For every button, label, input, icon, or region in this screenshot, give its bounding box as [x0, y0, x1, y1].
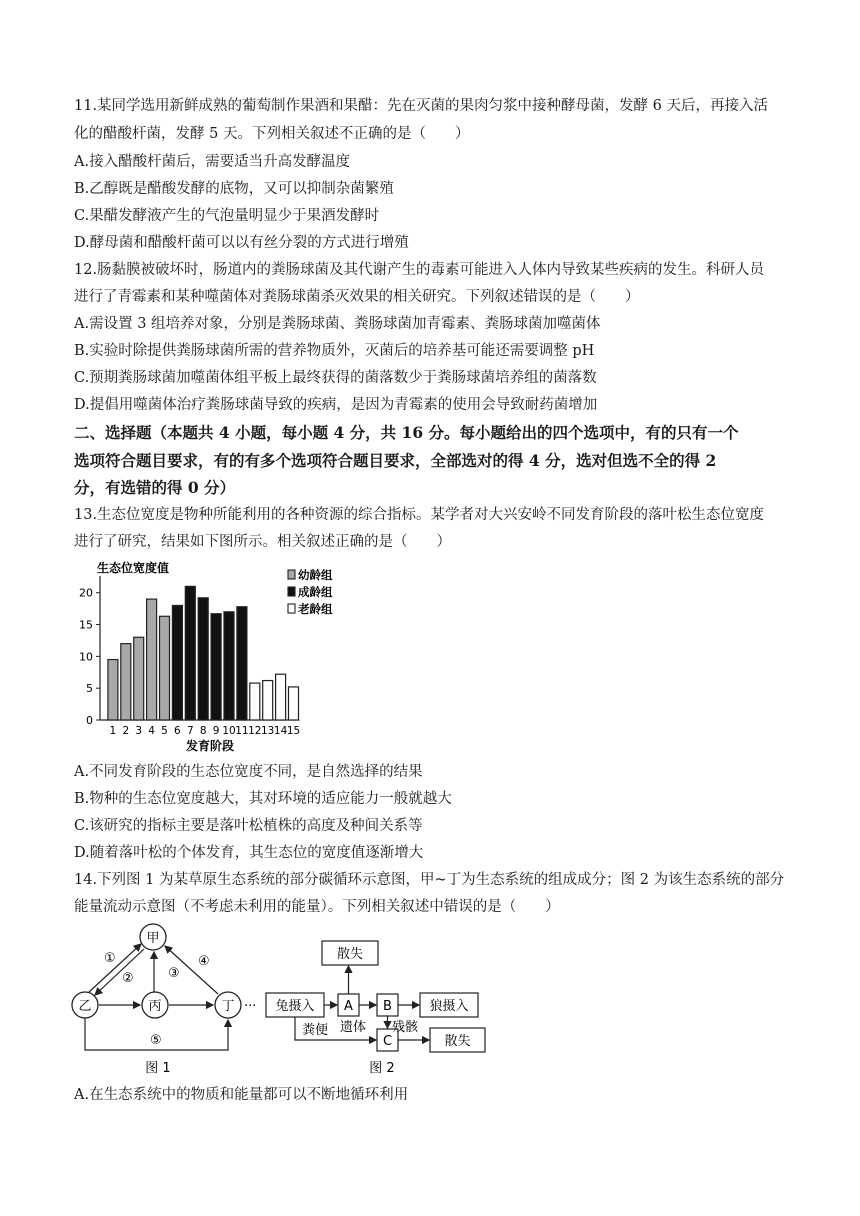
figure1-carbon-cycle: [70, 920, 250, 1080]
section2-header-line1: 二、选择题（本题共 4 小题，每小题 4 分，共 16 分。每小题给出的四个选项中，有的只有一个: [74, 423, 739, 442]
y-tick-label: 10: [79, 650, 93, 664]
x-tick-label: 12: [248, 725, 262, 737]
q11-option-a: A.接入醋酸杆菌后，需要适当升高发酵温度: [74, 154, 351, 170]
figure2-caption: 图 2: [369, 1061, 395, 1076]
label-1: ①: [104, 951, 116, 966]
legend-swatch: [288, 570, 295, 579]
legend-label: 成龄组: [298, 585, 333, 599]
box-b-label: B: [383, 999, 392, 1014]
q11-option-b: B.乙醇既是醋酸发酵的底物，又可以抑制杂菌繁殖: [74, 181, 394, 197]
label-4: ④: [198, 954, 210, 969]
x-tick-label: 4: [148, 725, 155, 737]
y-tick-label: 15: [79, 618, 93, 632]
figure2-energy-flow: [240, 936, 490, 1080]
q14-stem-line2: 能量流动示意图（不考虑未利用的能量）。下列相关叙述中错误的是（ ）: [74, 899, 560, 915]
section2-header-line3: 分，有选错的得 0 分）: [74, 478, 236, 497]
label-3: ③: [168, 966, 180, 981]
node-jia-label: 甲: [146, 931, 160, 946]
section2-header-line2: 选项符合题目要求，有的有多个选项符合题目要求，全部选对的得 4 分，选对但选不全的得 2: [74, 451, 717, 470]
node-yi-label: 乙: [78, 999, 92, 1014]
x-tick-label: 13: [261, 725, 275, 737]
box-a-label: A: [344, 999, 353, 1014]
bar: [160, 616, 170, 720]
box-c-label: C: [382, 1034, 393, 1049]
q13-stem-line2: 进行了研究，结果如下图所示。相关叙述正确的是（ ）: [74, 534, 451, 550]
bar: [250, 683, 260, 720]
y-tick-label: 0: [86, 714, 93, 727]
x-tick-label: 10: [222, 725, 236, 737]
q11-option-d: D.酵母菌和醋酸杆菌可以以有丝分裂的方式进行增殖: [74, 235, 409, 251]
legend-swatch: [288, 587, 295, 596]
label-5: ⑤: [150, 1033, 162, 1048]
label-2: ②: [122, 971, 134, 986]
niche-width-bar-chart: [70, 558, 370, 758]
chart-xlabel: 发育阶段: [185, 739, 235, 753]
bar: [289, 687, 299, 720]
box-lost-bottom-label: 散失: [444, 1034, 471, 1049]
bar: [224, 612, 234, 720]
label-residue: 残骸: [392, 1020, 419, 1035]
q13-option-b: B.物种的生态位宽度越大，其对环境的适应能力一般就越大: [74, 791, 452, 807]
bar: [121, 644, 131, 720]
bar: [237, 607, 247, 720]
bar: [263, 681, 273, 720]
y-tick-label: 5: [86, 682, 93, 696]
q13-option-a: A.不同发育阶段的生态位宽度不同，是自然选择的结果: [74, 764, 423, 780]
q14-option-a: A.在生态系统中的物质和能量都可以不断地循环利用: [74, 1087, 409, 1103]
legend-label: 幼龄组: [298, 568, 333, 582]
bar: [211, 614, 221, 720]
q13-option-d: D.随着落叶松的个体发育，其生态位的宽度值逐渐增大: [74, 845, 424, 861]
q13-stem-line1: 13.生态位宽度是物种所能利用的各种资源的综合指标。某学者对大兴安岭不同发育阶段的落叶松生态位宽度: [74, 507, 765, 523]
q12-option-d: D.提倡用噬菌体治疗粪肠球菌导致的疾病，是因为青霉素的使用会导致耐药菌增加: [74, 397, 598, 413]
label-remains: 遗体: [340, 1020, 367, 1035]
bar: [134, 637, 144, 720]
x-tick-label: 2: [122, 725, 130, 737]
bar: [198, 598, 208, 720]
box-rabbit-intake-label: 兔摄入: [275, 999, 315, 1014]
x-tick-label: 11: [235, 725, 249, 737]
q12-option-b: B.实验时除提供粪肠球菌所需的营养物质外，灭菌后的培养基可能还需要调整 pH: [74, 343, 595, 359]
x-tick-label: 1: [109, 725, 117, 737]
figure1-caption: 图 1: [145, 1061, 171, 1076]
y-tick-label: 20: [79, 586, 93, 600]
q11-stem-line2: 化的醋酸杆菌，发酵 5 天。下列相关叙述不正确的是（ ）: [74, 126, 470, 142]
q12-option-c: C.预期粪肠球菌加噬菌体组平板上最终获得的菌落数少于粪肠球菌培养组的菌落数: [74, 370, 597, 386]
q11-stem-line1: 11.某同学选用新鲜成熟的葡萄制作果酒和果醋：先在灭菌的果肉匀浆中接种酵母菌，发酵 6 天后，再接入活: [74, 98, 768, 114]
legend-label: 老龄组: [298, 602, 333, 616]
q12-option-a: A.需设置 3 组培养对象，分别是粪肠球菌、粪肠球菌加青霉素、粪肠球菌加噬菌体: [74, 316, 601, 332]
x-tick-label: 9: [212, 725, 220, 737]
bar: [147, 599, 157, 720]
bar: [172, 605, 182, 720]
q11-option-c: C.果醋发酵液产生的气泡量明显少于果酒发酵时: [74, 208, 380, 224]
chart-title: 生态位宽度值: [97, 561, 170, 575]
bar: [276, 674, 286, 720]
x-tick-label: 15: [286, 725, 301, 737]
x-tick-label: 8: [199, 725, 207, 737]
legend-swatch: [288, 604, 295, 613]
arrow-jia-to-yi: [95, 949, 144, 995]
box-wolf-intake-label: 狼摄入: [429, 999, 469, 1014]
q14-stem-line1: 14.下列图 1 为某草原生态系统的部分碳循环示意图，甲~丁为生态系统的组成成分；图 2 为该生态系统的部分: [74, 872, 785, 888]
x-tick-label: 6: [174, 725, 181, 737]
x-tick-label: 3: [135, 725, 143, 737]
q12-stem-line1: 12.肠黏膜被破坏时，肠道内的粪肠球菌及其代谢产生的毒素可能进入人体内导致某些疾病的发生。科研人员: [74, 262, 765, 278]
q13-option-c: C.该研究的指标主要是落叶松植株的高度及种间关系等: [74, 818, 423, 834]
node-bing-label: 丙: [148, 999, 162, 1014]
x-tick-label: 14: [273, 725, 288, 737]
x-tick-label: 7: [186, 725, 194, 737]
dots: ···: [244, 999, 257, 1014]
bar: [108, 660, 118, 720]
node-ding-label: 丁: [221, 999, 235, 1014]
x-tick-label: 5: [161, 725, 168, 737]
box-lost-top-label: 散失: [336, 947, 364, 962]
label-feces: 粪便: [302, 1023, 329, 1038]
bar: [185, 586, 195, 720]
q12-stem-line2: 进行了青霉素和某种噬菌体对粪肠球菌杀灭效果的相关研究。下列叙述错误的是（ ）: [74, 289, 640, 305]
